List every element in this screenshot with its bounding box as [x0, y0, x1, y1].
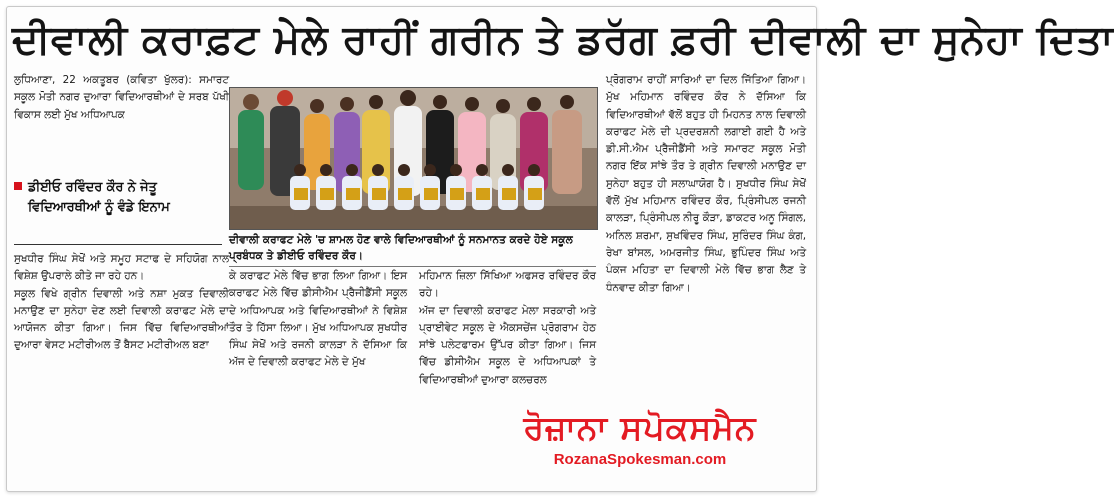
divider: [14, 244, 222, 245]
article-headline: ਦੀਵਾਲੀ ਕਰਾਫ਼ਟ ਮੇਲੇ ਰਾਹੀਂ ਗਰੀਨ ਤੇ ਡਰੱਗ ਫ਼ਰੀ ਦੀਵਾਲੀ ਦਾ ਸੁਨੇਹਾ ਦਿਤਾ: [12, 17, 1114, 63]
highlight-box: [14, 178, 229, 240]
paragraph: ਪ੍ਰੋਗਰਾਮ ਰਾਹੀਂ ਸਾਰਿਆਂ ਦਾ ਦਿਲ ਜਿੱਤਿਆ ਗਿਆ। ਮੁੱਖ ਮਹਿਮਾਨ ਰਵਿੰਦਰ ਕੌਰ ਨੇ ਦੱਸਿਆ ਕਿ ਵਿਦਿਆਰਥੀਆਂ ਵੱਲੋਂ ਬਹੁਤ ਹੀ ਮਿਹਨਤ ਨਾਲ ਦਿਵਾਲੀ ਕਰਾਫਟ ਮੇਲੇ ਦੀ ਪ੍ਰਦਰਸ਼ਨੀ ਲਗਾਈ ਗਈ ਹੈ ਅਤੇ ਡੀ.ਸੀ.ਐਮ ਪ੍ਰੈਜੀਡੈਂਸੀ ਅਤੇ ਸਮਾਰਟ ਸਕੂਲ ਮੋਤੀ ਨਗਰ ਇੱਕ ਸਾਂਝੇ ਤੌਰ ਤੇ ਗ੍ਰੀਨ ਦਿਵਾਲੀ ਮਨਾਉਣ ਦਾ ਸੁਨੇਹਾ ਬਹੁਤ ਹੀ ਸਲਾਘਾਯੋਗ ਹੈ। ਸੁਖਧੀਰ ਸਿੰਘ ਸੇਖੋਂ ਵੱਲੋਂ ਮੁੱਖ ਮਹਿਮਾਨ ਰਵਿੰਦਰ ਕੌਰ, ਪ੍ਰਿੰਸੀਪਲ ਰਜਨੀ ਕਾਲੜਾ, ਪ੍ਰਿੰਸੀਪਲ ਨੀਰੂ ਕੌੜਾ, ਡਾਕਟਰ ਅਨੂ ਸਿੰਗਲ, ਅਨਿਲ ਸ਼ਰਮਾ, ਸੁਖਵਿੰਦਰ ਸਿੰਘ, ਸੁਰਿੰਦਰ ਸਿੰਘ ਕੰਗ, ਰੇਖਾ ਬਾਂਸਲ, ਅਮਰਜੀਤ ਸਿੰਘ, ਭੁਪਿੰਦਰ ਸਿੰਘ ਅਤੇ ਪੰਕਜ ਮਹਿਤਾ ਦਾ ਦਿਵਾਲੀ ਮੇਲੇ ਵਿੱਚ ਭਾਗ ਲੈਣ ਤੇ ਧੰਨਵਾਦ ਕੀਤਾ ਗਿਆ।: [606, 74, 806, 294]
website-link[interactable]: RozanaSpokesman.com: [553, 451, 727, 468]
column-3: [419, 268, 596, 389]
newspaper-brand: [470, 408, 810, 470]
news-photo: [229, 87, 598, 230]
paragraph: ਸਕੂਲ ਵਿਖੇ ਗ੍ਰੀਨ ਦਿਵਾਲੀ ਅਤੇ ਨਸ਼ਾ ਮੁਕਤ ਦਿਵਾਲੀ ਮਨਾਉਣ ਦਾ ਸੁਨੇਹਾ ਦੇਣ ਲਈ ਦਿਵਾਲੀ ਕਰਾਫਟ ਮੇਲੇ ਦਾ ਆਯੋਜਨ ਕੀਤਾ ਗਿਆ। ਜਿਸ ਵਿੱਚ ਵਿਦਿਆਰਥੀਆਂ ਦੁਆਰਾ ਵੇਸਟ ਮਟੀਰੀਅਲ ਤੋਂ ਬੈਸਟ ਮਟੀਰੀਅਲ ਬਣਾ: [14, 287, 229, 352]
paragraph: ਮਹਿਮਾਨ ਜ਼ਿਲਾ ਸਿੱਖਿਆ ਅਫਸਰ ਰਵਿੰਦਰ ਕੌਰ ਰਹੇ।: [419, 270, 596, 300]
group-photo-illustration: [230, 88, 597, 229]
divider: [229, 266, 596, 267]
column-2: [229, 268, 407, 372]
bullet-square-icon: [14, 182, 22, 190]
subheadline: ਡੀਈਓ ਰਵਿੰਦਰ ਕੌਰ ਨੇ ਜੇਤੂ ਵਿਦਿਆਰਥੀਆਂ ਨੂੰ ਵੰਡੇ ਇਨਾਮ: [28, 180, 170, 215]
dateline-paragraph: ਲੁਧਿਆਣਾ, 22 ਅਕਤੂਬਰ (ਕਵਿਤਾ ਖੁੱਲਰ): ਸਮਾਰਟ ਸਕੂਲ ਮੋਤੀ ਨਗਰ ਦੁਆਰਾ ਵਿਦਿਆਰਥੀਆਂ ਦੇ ਸਰਬ ਪੱਖੀ ਵਿਕਾਸ ਲਈ ਮੁੱਖ ਅਧਿਆਪਕ: [14, 74, 229, 121]
column-4: [606, 72, 806, 297]
paragraph: ਕੇ ਕਰਾਫਟ ਮੇਲੇ ਵਿੱਚ ਭਾਗ ਲਿਆ ਗਿਆ। ਇਸ ਕਰਾਫਟ ਮੇਲੇ ਵਿੱਚ ਡੀਸੀਐਮ ਪ੍ਰੈਜੀਡੈਂਸੀ ਸਕੂਲ ਦੇ ਅਧਿਆਪਕ ਅਤੇ ਵਿਦਿਆਰਥੀਆਂ ਨੇ ਵਿਸ਼ੇਸ਼ ਤੌਰ ਤੇ ਹਿੱਸਾ ਲਿਆ। ਮੁੱਖ ਅਧਿਆਪਕ ਸੁਖਧੀਰ ਸਿੰਘ ਸੇਖੋਂ ਅਤੇ ਰਜਨੀ ਕਾਲੜਾ ਨੇ ਦੱਸਿਆ ਕਿ ਅੱਜ ਦੇ ਦਿਵਾਲੀ ਕਰਾਫਟ ਮੇਲੇ ਦੇ ਮੁੱਖ: [229, 270, 407, 369]
paragraph: ਅੱਜ ਦਾ ਦਿਵਾਲੀ ਕਰਾਫਟ ਮੇਲਾ ਸਰਕਾਰੀ ਅਤੇ ਪ੍ਰਾਈਵੇਟ ਸਕੂਲ ਦੇ ਐਕਸਚੇਂਜ ਪ੍ਰੋਗਰਾਮ ਹੇਠ ਸਾਂਝੇ ਪਲੇਟਫਾਰਮ ਉੱਪਰ ਕੀਤਾ ਗਿਆ। ਜਿਸ ਵਿੱਚ ਡੀਸੀਐਮ ਸਕੂਲ ਦੇ ਅਧਿਆਪਕਾਂ ਤੇ ਵਿਦਿਆਰਥੀਆਂ ਦੁਆਰਾ ਕਲਚਰਲ: [419, 304, 596, 386]
brand-logo-text: ਰੋਜ਼ਾਨਾ ਸਪੋਕਸਮੈਨ: [523, 408, 757, 447]
paragraph: ਸੁਖਧੀਰ ਸਿੰਘ ਸੇਖੋਂ ਅਤੇ ਸਮੂਹ ਸਟਾਫ ਦੇ ਸਹਿਯੋਗ ਨਾਲ ਵਿਸ਼ੇਸ਼ ਉਪਰਾਲੇ ਕੀਤੇ ਜਾ ਰਹੇ ਹਨ।: [14, 253, 229, 283]
column-1: [14, 72, 229, 355]
photo-caption: ਦੀਵਾਲੀ ਕਰਾਫਟ ਮੇਲੇ 'ਚ ਸ਼ਾਮਲ ਹੋਣ ਵਾਲੇ ਵਿਦਿਆਰਥੀਆਂ ਨੂੰ ਸਨਮਾਨਤ ਕਰਦੇ ਹੋਏ ਸਕੂਲ ਪ੍ਰਬੰਧਕ ਤੇ ਡੀਈਓ ਰਵਿੰਦਰ ਕੌਰ।: [229, 234, 573, 262]
